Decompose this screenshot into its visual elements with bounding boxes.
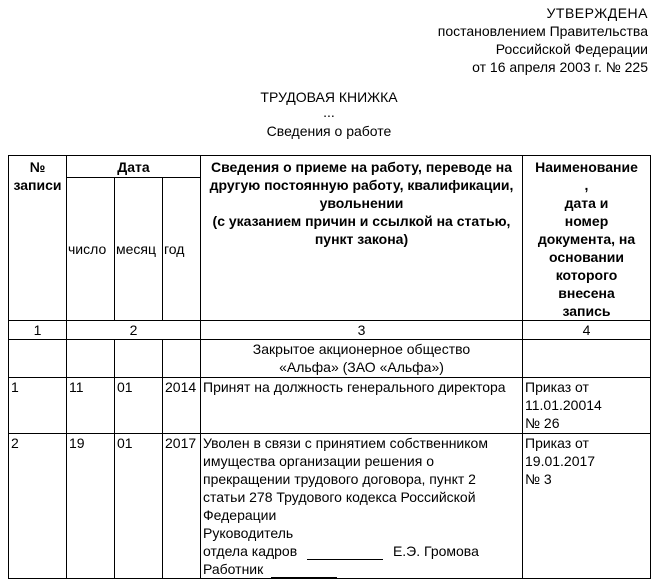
header-day: число — [67, 178, 115, 321]
document-title: ТРУДОВАЯ КНИЖКА — [260, 89, 398, 105]
signature-role-1: Руководитель — [203, 525, 294, 541]
signature-line — [307, 545, 383, 560]
record-day: 11 — [67, 378, 115, 434]
header-info: Сведения о приеме на работу, переводе на другую постоянную работу, квалификации, увольнении (с указанием причин и ссылкой на статью, пункт закона) — [201, 156, 523, 321]
employee-label: Работник — [203, 561, 264, 577]
col-number: 2 — [67, 321, 201, 340]
col-number: 1 — [9, 321, 67, 340]
table-row — [9, 378, 651, 434]
record-year: 2017 — [163, 434, 201, 579]
record-month: 01 — [115, 378, 163, 434]
header-year: год — [163, 178, 201, 321]
record-month: 01 — [115, 434, 163, 579]
employee-signature-line — [271, 563, 337, 578]
header-basis: Наименование , дата и номер документа, на основании которого внесена запись — [523, 156, 651, 321]
record-basis: Приказ от 19.01.2017 № 3 — [523, 434, 651, 579]
work-records-table — [8, 155, 651, 579]
record-no: 2 — [9, 434, 67, 579]
col-number: 4 — [523, 321, 651, 340]
signer-name: Е.Э. Громова — [392, 543, 479, 559]
employee-signature — [203, 560, 520, 578]
record-info: Уволен в связи с принятием собственником имущества организации решения о прекращении трудового договора, пункт 2 статьи 278 Трудового кодекса Российской Федерации — [203, 435, 488, 523]
header-date: Дата — [67, 156, 201, 178]
approval-stamp — [438, 4, 648, 76]
record-basis: Приказ от 11.01.20014 № 26 — [523, 378, 651, 434]
signature-role-2: отдела кадров — [203, 543, 298, 559]
approval-line-3: Российской Федерации — [495, 41, 648, 57]
approval-title: УТВЕРЖДЕНА — [546, 5, 648, 21]
header-record-no: № записи — [9, 156, 67, 321]
col-number: 3 — [201, 321, 523, 340]
approval-line-4: от 16 апреля 2003 г. № 225 — [472, 59, 648, 75]
section-subtitle: Сведения о работе — [266, 123, 392, 139]
approval-line-2: постановлением Правительства — [437, 23, 648, 39]
record-no: 1 — [9, 378, 67, 434]
organization-name: Закрытое акционерное общество «Альфа» (ЗАО «Альфа») — [201, 340, 523, 378]
record-day: 19 — [67, 434, 115, 579]
table-row — [9, 434, 651, 579]
header-month: месяц — [115, 178, 163, 321]
record-info: Принят на должность генерального директора — [201, 378, 523, 434]
signature-block — [203, 542, 520, 560]
ellipsis: ... — [323, 104, 335, 120]
record-year: 2014 — [163, 378, 201, 434]
record-info-cell — [201, 434, 523, 579]
